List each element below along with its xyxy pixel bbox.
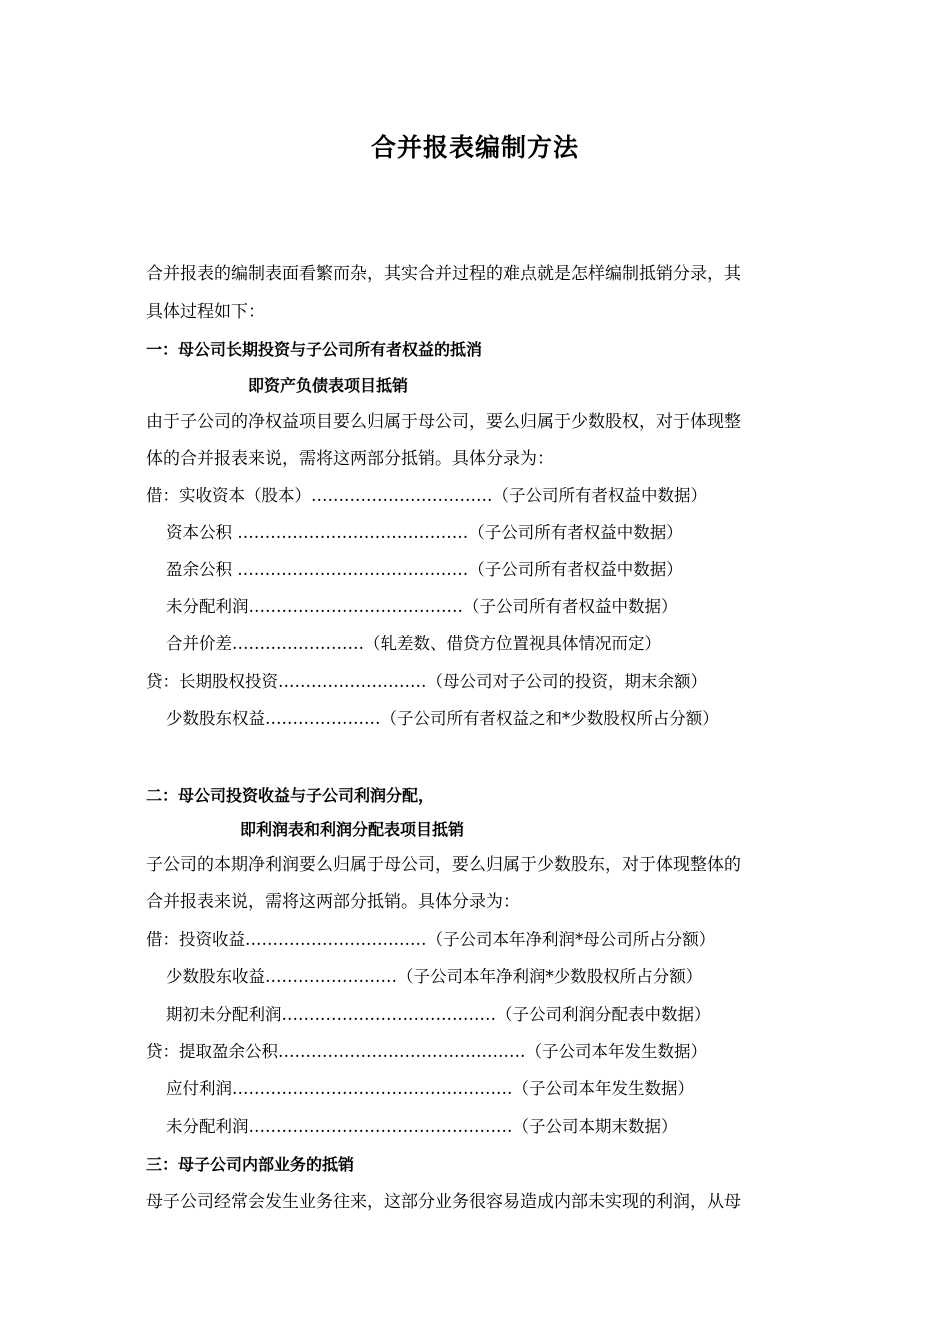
section1-paragraph-line-1: 由于子公司的净权益项目要么归属于母公司，要么归属于少数股权，对于体现整	[146, 412, 741, 432]
section1-entry-2: 资本公积 ……………………………………（子公司所有者权益中数据）	[166, 523, 683, 542]
section1-entry-4: 未分配利润…………………………………（子公司所有者权益中数据）	[166, 597, 678, 616]
section2-paragraph-line-2: 合并报表来说，需将这两部分抵销。具体分录为：	[146, 892, 520, 912]
section2-paragraph-line-1: 子公司的本期净利润要么归属于母公司，要么归属于少数股东，对于体现整体的	[146, 855, 741, 875]
section1-subheading: 即资产负债表项目抵销	[248, 376, 409, 395]
section1-heading: 一：母公司长期投资与子公司所有者权益的抵消	[146, 340, 483, 359]
section3-paragraph-line-1: 母子公司经常会发生业务往来，这部分业务很容易造成内部未实现的利润，从母	[146, 1192, 741, 1212]
section2-entry-2: 少数股东收益……………………（子公司本年净利润*少数股权所占分额）	[166, 967, 703, 986]
section1-entry-1: 借：实收资本（股本）……………………………（子公司所有者权益中数据）	[146, 486, 707, 505]
section2-entry-3: 期初未分配利润…………………………………（子公司利润分配表中数据）	[166, 1005, 711, 1024]
section2-entry-5: 应付利润……………………………………………（子公司本年发生数据）	[166, 1079, 694, 1098]
section1-entry-6: 贷：长期股权投资………………………（母公司对子公司的投资，期末余额）	[146, 672, 707, 691]
section2-entry-1: 借：投资收益……………………………（子公司本年净利润*母公司所占分额）	[146, 930, 716, 949]
intro-line-2: 具体过程如下：	[146, 302, 265, 322]
section3-heading: 三：母子公司内部业务的抵销	[146, 1155, 355, 1174]
section1-paragraph-line-2: 体的合并报表来说，需将这两部分抵销。具体分录为：	[146, 449, 554, 469]
section1-entry-3: 盈余公积 ……………………………………（子公司所有者权益中数据）	[166, 560, 683, 579]
section1-entry-7: 少数股东权益…………………（子公司所有者权益之和*少数股权所占分额）	[166, 709, 719, 728]
document-title: 合并报表编制方法	[370, 133, 579, 162]
section2-entry-4: 贷：提取盈余公积………………………………………（子公司本年发生数据）	[146, 1042, 707, 1061]
section2-entry-6: 未分配利润…………………………………………（子公司本期末数据）	[166, 1117, 678, 1136]
intro-line-1: 合并报表的编制表面看繁而杂，其实合并过程的难点就是怎样编制抵销分录，其	[146, 264, 741, 284]
section2-subheading: 即利润表和利润分配表项目抵销	[240, 820, 465, 839]
section1-entry-5: 合并价差……………………（轧差数、借贷方位置视具体情况而定）	[166, 634, 661, 653]
section2-heading: 二：母公司投资收益与子公司利润分配，	[146, 786, 435, 805]
